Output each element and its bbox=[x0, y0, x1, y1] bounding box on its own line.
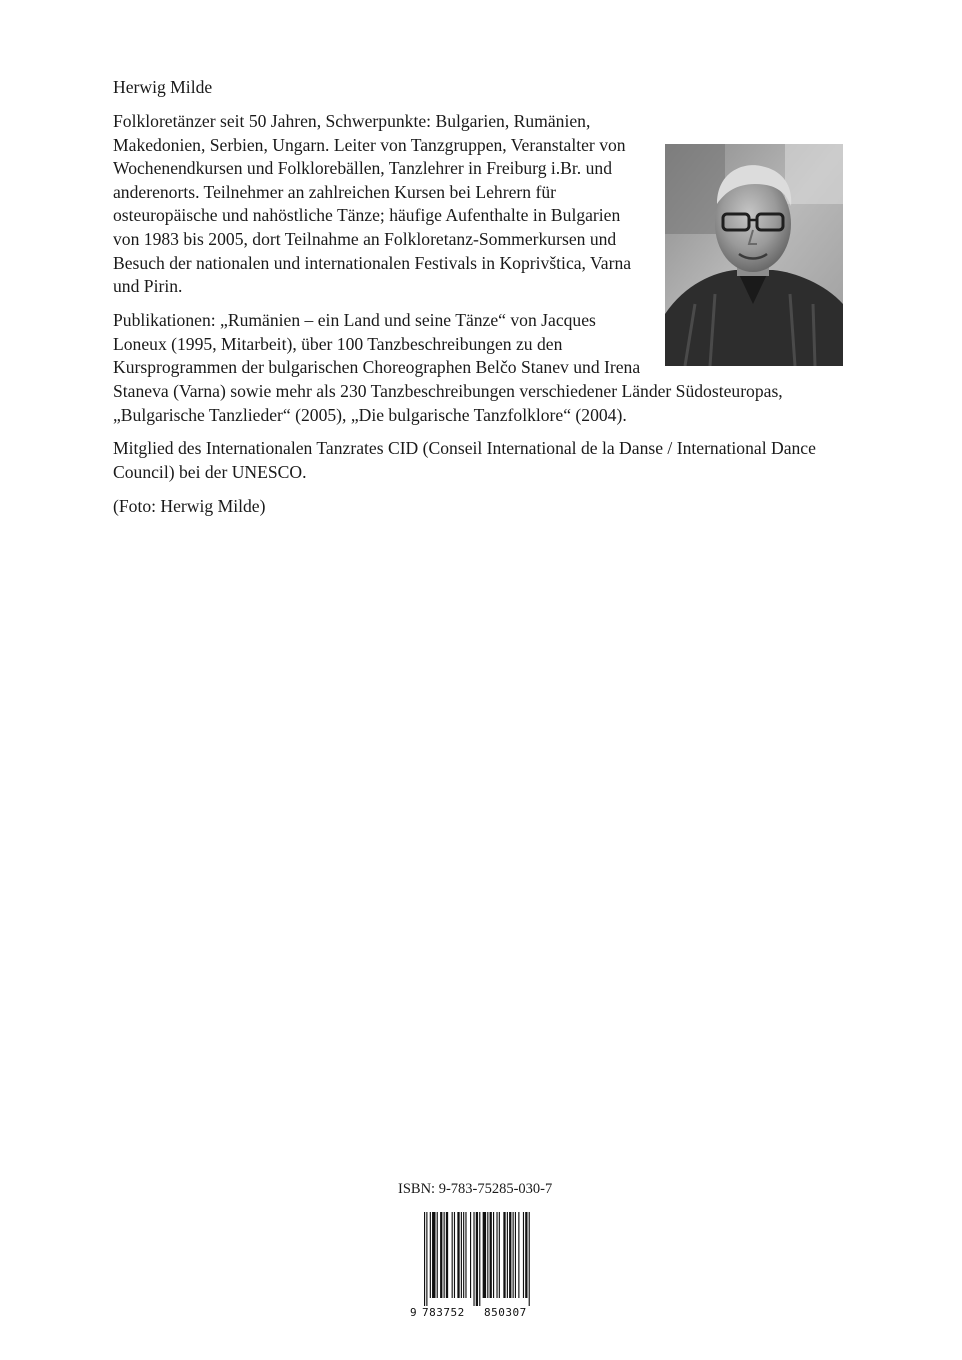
barcode-bar bbox=[493, 1212, 494, 1298]
barcode-bar bbox=[476, 1212, 478, 1306]
barcode-bar bbox=[424, 1212, 425, 1306]
barcode-bar bbox=[490, 1212, 492, 1298]
barcode-bar bbox=[452, 1212, 453, 1298]
barcode-bar bbox=[454, 1212, 455, 1298]
barcode-bar bbox=[499, 1212, 500, 1298]
membership-paragraph: Mitglied des Internationalen Tanzrates CID (Conseil International de la Danse / International Dance Council) bei der UNESCO. bbox=[113, 438, 816, 483]
isbn-label: ISBN: 9-783-75285-030-7 bbox=[398, 1181, 553, 1197]
barcode-bar bbox=[426, 1212, 427, 1306]
barcode-bar bbox=[503, 1212, 505, 1298]
barcode-digit-first: 9 bbox=[410, 1306, 417, 1319]
author-name: Herwig Milde bbox=[113, 77, 213, 97]
barcode-bar bbox=[529, 1212, 530, 1306]
barcode-bar bbox=[461, 1212, 462, 1298]
barcode-bar bbox=[470, 1212, 471, 1298]
barcode-bar bbox=[483, 1212, 486, 1298]
barcode-bar bbox=[515, 1212, 516, 1298]
author-photo bbox=[665, 144, 843, 366]
barcode-bar bbox=[430, 1212, 431, 1298]
barcode-bar bbox=[444, 1212, 445, 1298]
author-bio bbox=[113, 76, 843, 529]
isbn-barcode bbox=[410, 1212, 544, 1320]
portrait-image bbox=[665, 144, 843, 366]
barcode-digits-right: 850307 bbox=[484, 1306, 527, 1319]
barcode-bar bbox=[457, 1212, 459, 1298]
photo-credit: (Foto: Herwig Milde) bbox=[113, 496, 266, 517]
barcode-bar bbox=[446, 1212, 448, 1298]
barcode-bar bbox=[507, 1212, 508, 1298]
barcode-bars bbox=[410, 1212, 544, 1306]
barcode-bar bbox=[518, 1212, 519, 1298]
barcode-digits-left: 783752 bbox=[422, 1306, 465, 1319]
barcode-bar bbox=[496, 1212, 497, 1298]
barcode-bar bbox=[473, 1212, 474, 1306]
bio-paragraph: Folkloretänzer seit 50 Jahren, Schwerpunkte: Bulgarien, Rumänien, Makedonien, Serbien, Ungarn. Leiter von Tanzgruppen, Veranstalter von Wochenendkursen und Folklorebällen, Tanzlehrer in Freiburg i.Br. und anderenorts. Teilnehmer an zahlreichen Kursen bei Lehrern für osteuropäische und nahöstliche Tänze; häufige Aufenthalte in Bulgarien von 1983 bis 2005, dort Teilnahme an Folkloretanz-Sommerkursen und Besuch der nationalen und internationalen Festivals in Koprivštica, Varna und Pirin. bbox=[113, 110, 632, 297]
barcode-bar bbox=[487, 1212, 488, 1298]
barcode-bar bbox=[509, 1212, 511, 1298]
barcode-bar bbox=[479, 1212, 480, 1306]
barcode-bar bbox=[513, 1212, 514, 1298]
barcode-bar bbox=[523, 1212, 524, 1298]
barcode-bar bbox=[525, 1212, 527, 1298]
barcode-bar bbox=[463, 1212, 464, 1298]
publications-paragraph: Publikationen: „Rumänien – ein Land und seine Tänze“ von Jacques Loneux (1995, Mitarbeit), über 100 Tanzbeschreibungen zu den Kursprogrammen der bulgarischen Choreographen Belčo Stanev und Irena Staneva (Varna) sowie mehr als 230 Tanzbeschreibungen verschiedener Länder Südosteuropas, „Bulgarische Tanzlieder“ (2005), „Die bulgarische Tanzfolklore“ (2004). bbox=[113, 310, 783, 425]
barcode-bar bbox=[437, 1212, 438, 1298]
barcode-bar bbox=[440, 1212, 442, 1298]
barcode-bar bbox=[432, 1212, 435, 1298]
barcode-bar bbox=[465, 1212, 466, 1298]
